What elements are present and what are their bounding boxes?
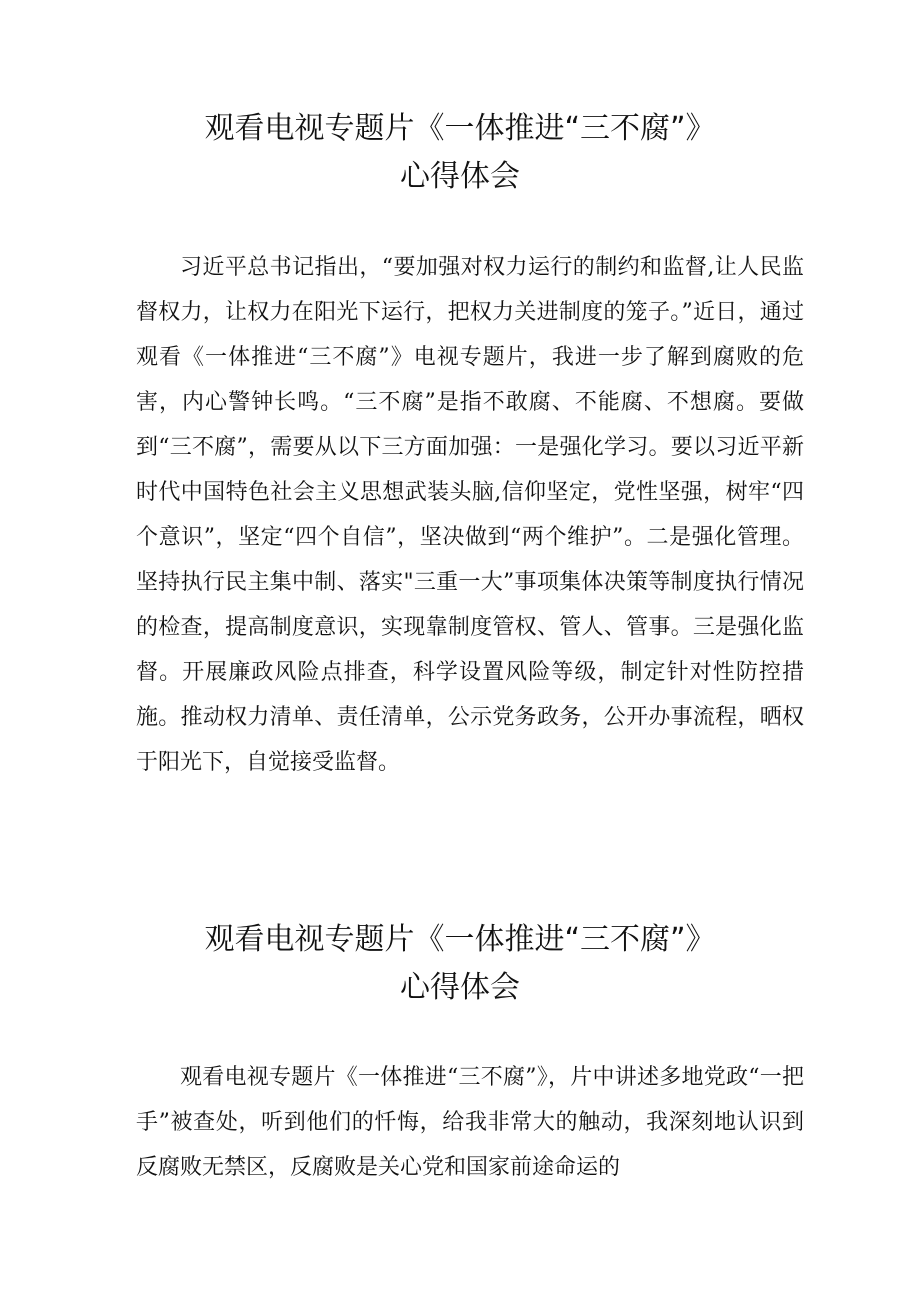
section2-title [0, 916, 920, 1012]
section1-title [0, 105, 920, 201]
section1-title-line2: 心得体会 [400, 159, 520, 194]
section2-title-line2: 心得体会 [400, 970, 520, 1005]
section2-paragraph: 观看电视专题片《一体推进“三不腐”》，片中讲述多地党政“一把手”被查处，听到他们的忏悔，给我非常大的触动，我深刻地认识到反腐败无禁区，反腐败是关心党和国家前途命运的 [136, 1065, 804, 1180]
section2-title-line1: 观看电视专题片《一体推进“三不腐”》 [204, 922, 716, 957]
section1-paragraph: 习近平总书记指出，“要加强对权力运行的制约和监督,让人民监督权力，让权力在阳光下运行，把权力关进制度的笼子。”近日，通过观看《一体推进“三不腐”》电视专题片，我进一步了解到腐败的危害，内心警钟长鸣。“三不腐”是指不敢腐、不能腐、不想腐。要做到“三不腐”，需要从以下三方面加强：一是强化学习。要以习近平新时代中国特色社会主义思想武装头脑,信仰坚定，党性坚强，树牢“四个意识”，坚定“四个自信”，坚决做到“两个维护”。二是强化管理。坚持执行民主集中制、落实"三重一大”事项集体决策等制度执行情况的检查，提高制度意识，实现靠制度管权、管人、管事。三是强化监督。开展廉政风险点排查，科学设置风险等级，制定针对性防控措施。推动权力清单、责任清单，公示党务政务，公开办事流程，晒权于阳光下，自觉接受监督。 [136, 255, 804, 775]
section1-title-line1: 观看电视专题片《一体推进“三不腐”》 [204, 111, 716, 146]
